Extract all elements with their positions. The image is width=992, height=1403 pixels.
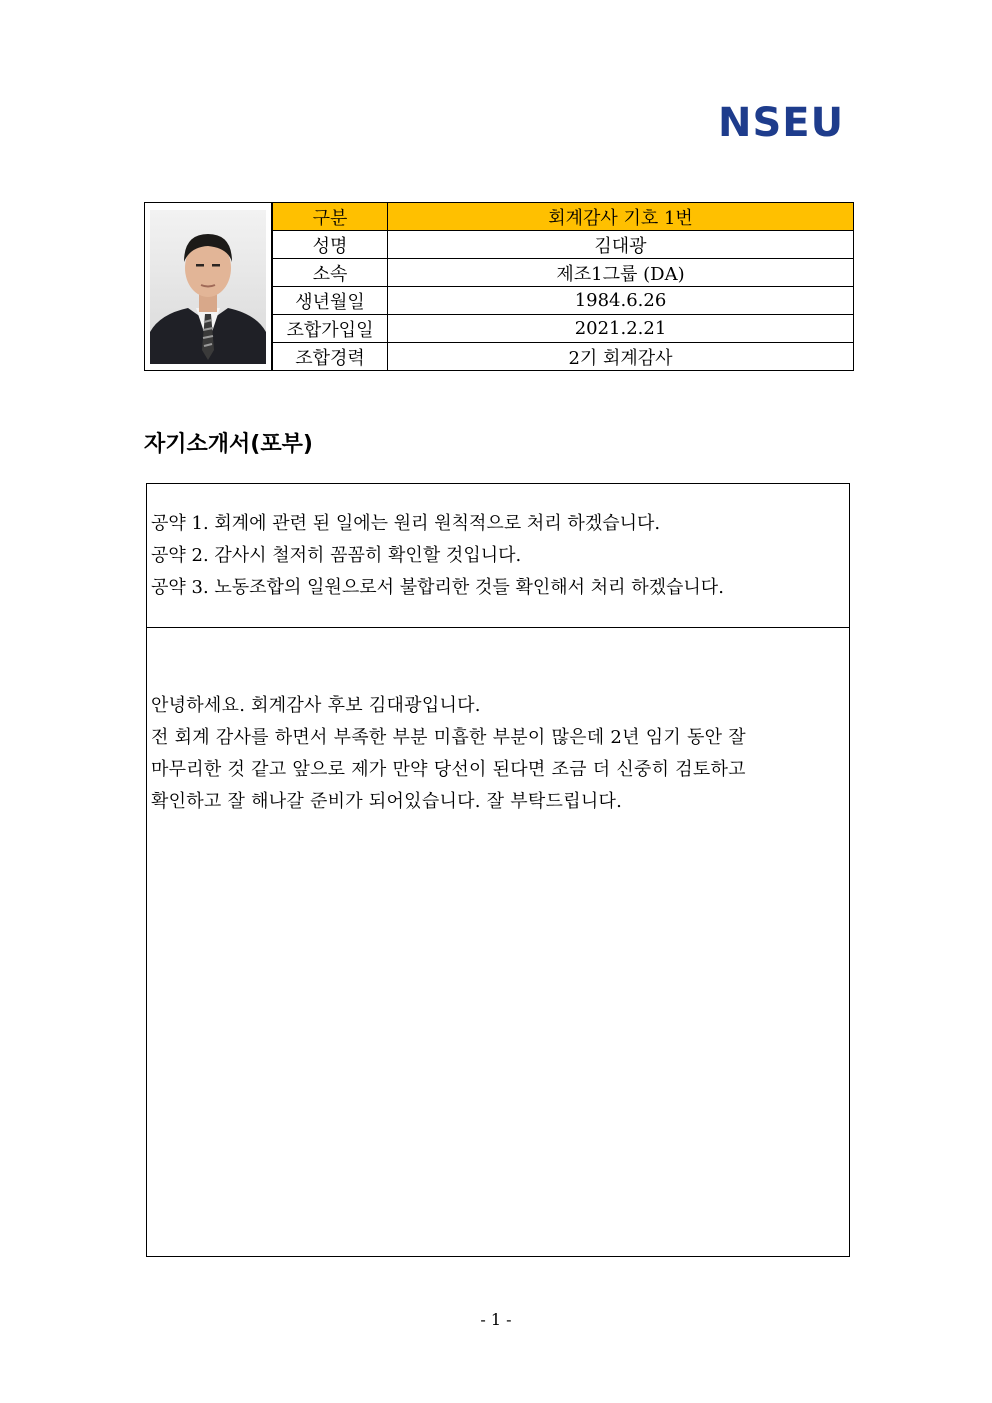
pledge-item: 공약 1. 회계에 관련 된 일에는 원리 원칙적으로 처리 하겠습니다. bbox=[151, 513, 661, 534]
profile-header-key: 구분 bbox=[273, 203, 388, 231]
pledge-item: 공약 2. 감사시 철저히 꼼꼼히 확인할 것입니다. bbox=[151, 545, 522, 566]
pledges-box bbox=[146, 483, 850, 628]
intro-line: 전 회계 감사를 하면서 부족한 부분 미흡한 부분이 많은데 2년 임기 동안 잘 bbox=[151, 727, 746, 748]
intro-line: 확인하고 잘 해나갈 준비가 되어있습니다. 잘 부탁드립니다. bbox=[151, 791, 623, 812]
pledge-item: 공약 3. 노동조합의 일원으로서 불합리한 것들 확인해서 처리 하겠습니다. bbox=[151, 577, 724, 598]
nseu-logo: NSEU bbox=[718, 100, 845, 146]
profile-row-affiliation bbox=[273, 259, 854, 287]
profile-value: 2021.2.21 bbox=[388, 315, 854, 343]
profile-value: 2기 회계감사 bbox=[388, 343, 854, 371]
photo-frame bbox=[144, 202, 272, 371]
page-number: - 1 - bbox=[480, 1310, 512, 1329]
profile-key: 소속 bbox=[273, 259, 388, 287]
profile-row-name bbox=[273, 231, 854, 259]
profile-header-value: 회계감사 기호 1번 bbox=[388, 203, 854, 231]
candidate-photo bbox=[150, 210, 266, 364]
profile-row-birthdate bbox=[273, 287, 854, 315]
introduction-box bbox=[146, 627, 850, 1257]
profile-row-career bbox=[273, 343, 854, 371]
profile-value: 1984.6.26 bbox=[388, 287, 854, 315]
profile-row-join-date bbox=[273, 315, 854, 343]
profile-table bbox=[272, 202, 854, 371]
intro-line: 마무리한 것 같고 앞으로 제가 만약 당선이 된다면 조금 더 신중히 검토하고 bbox=[151, 759, 746, 780]
profile-key: 생년월일 bbox=[273, 287, 388, 315]
profile-key: 성명 bbox=[273, 231, 388, 259]
profile-header-row bbox=[273, 203, 854, 231]
profile-value: 제조1그룹 (DA) bbox=[388, 259, 854, 287]
section-title: 자기소개서(포부) bbox=[144, 432, 313, 457]
profile-value: 김대광 bbox=[388, 231, 854, 259]
intro-line: 안녕하세요. 회계감사 후보 김대광입니다. bbox=[151, 695, 481, 716]
profile-key: 조합가입일 bbox=[273, 315, 388, 343]
profile-key: 조합경력 bbox=[273, 343, 388, 371]
